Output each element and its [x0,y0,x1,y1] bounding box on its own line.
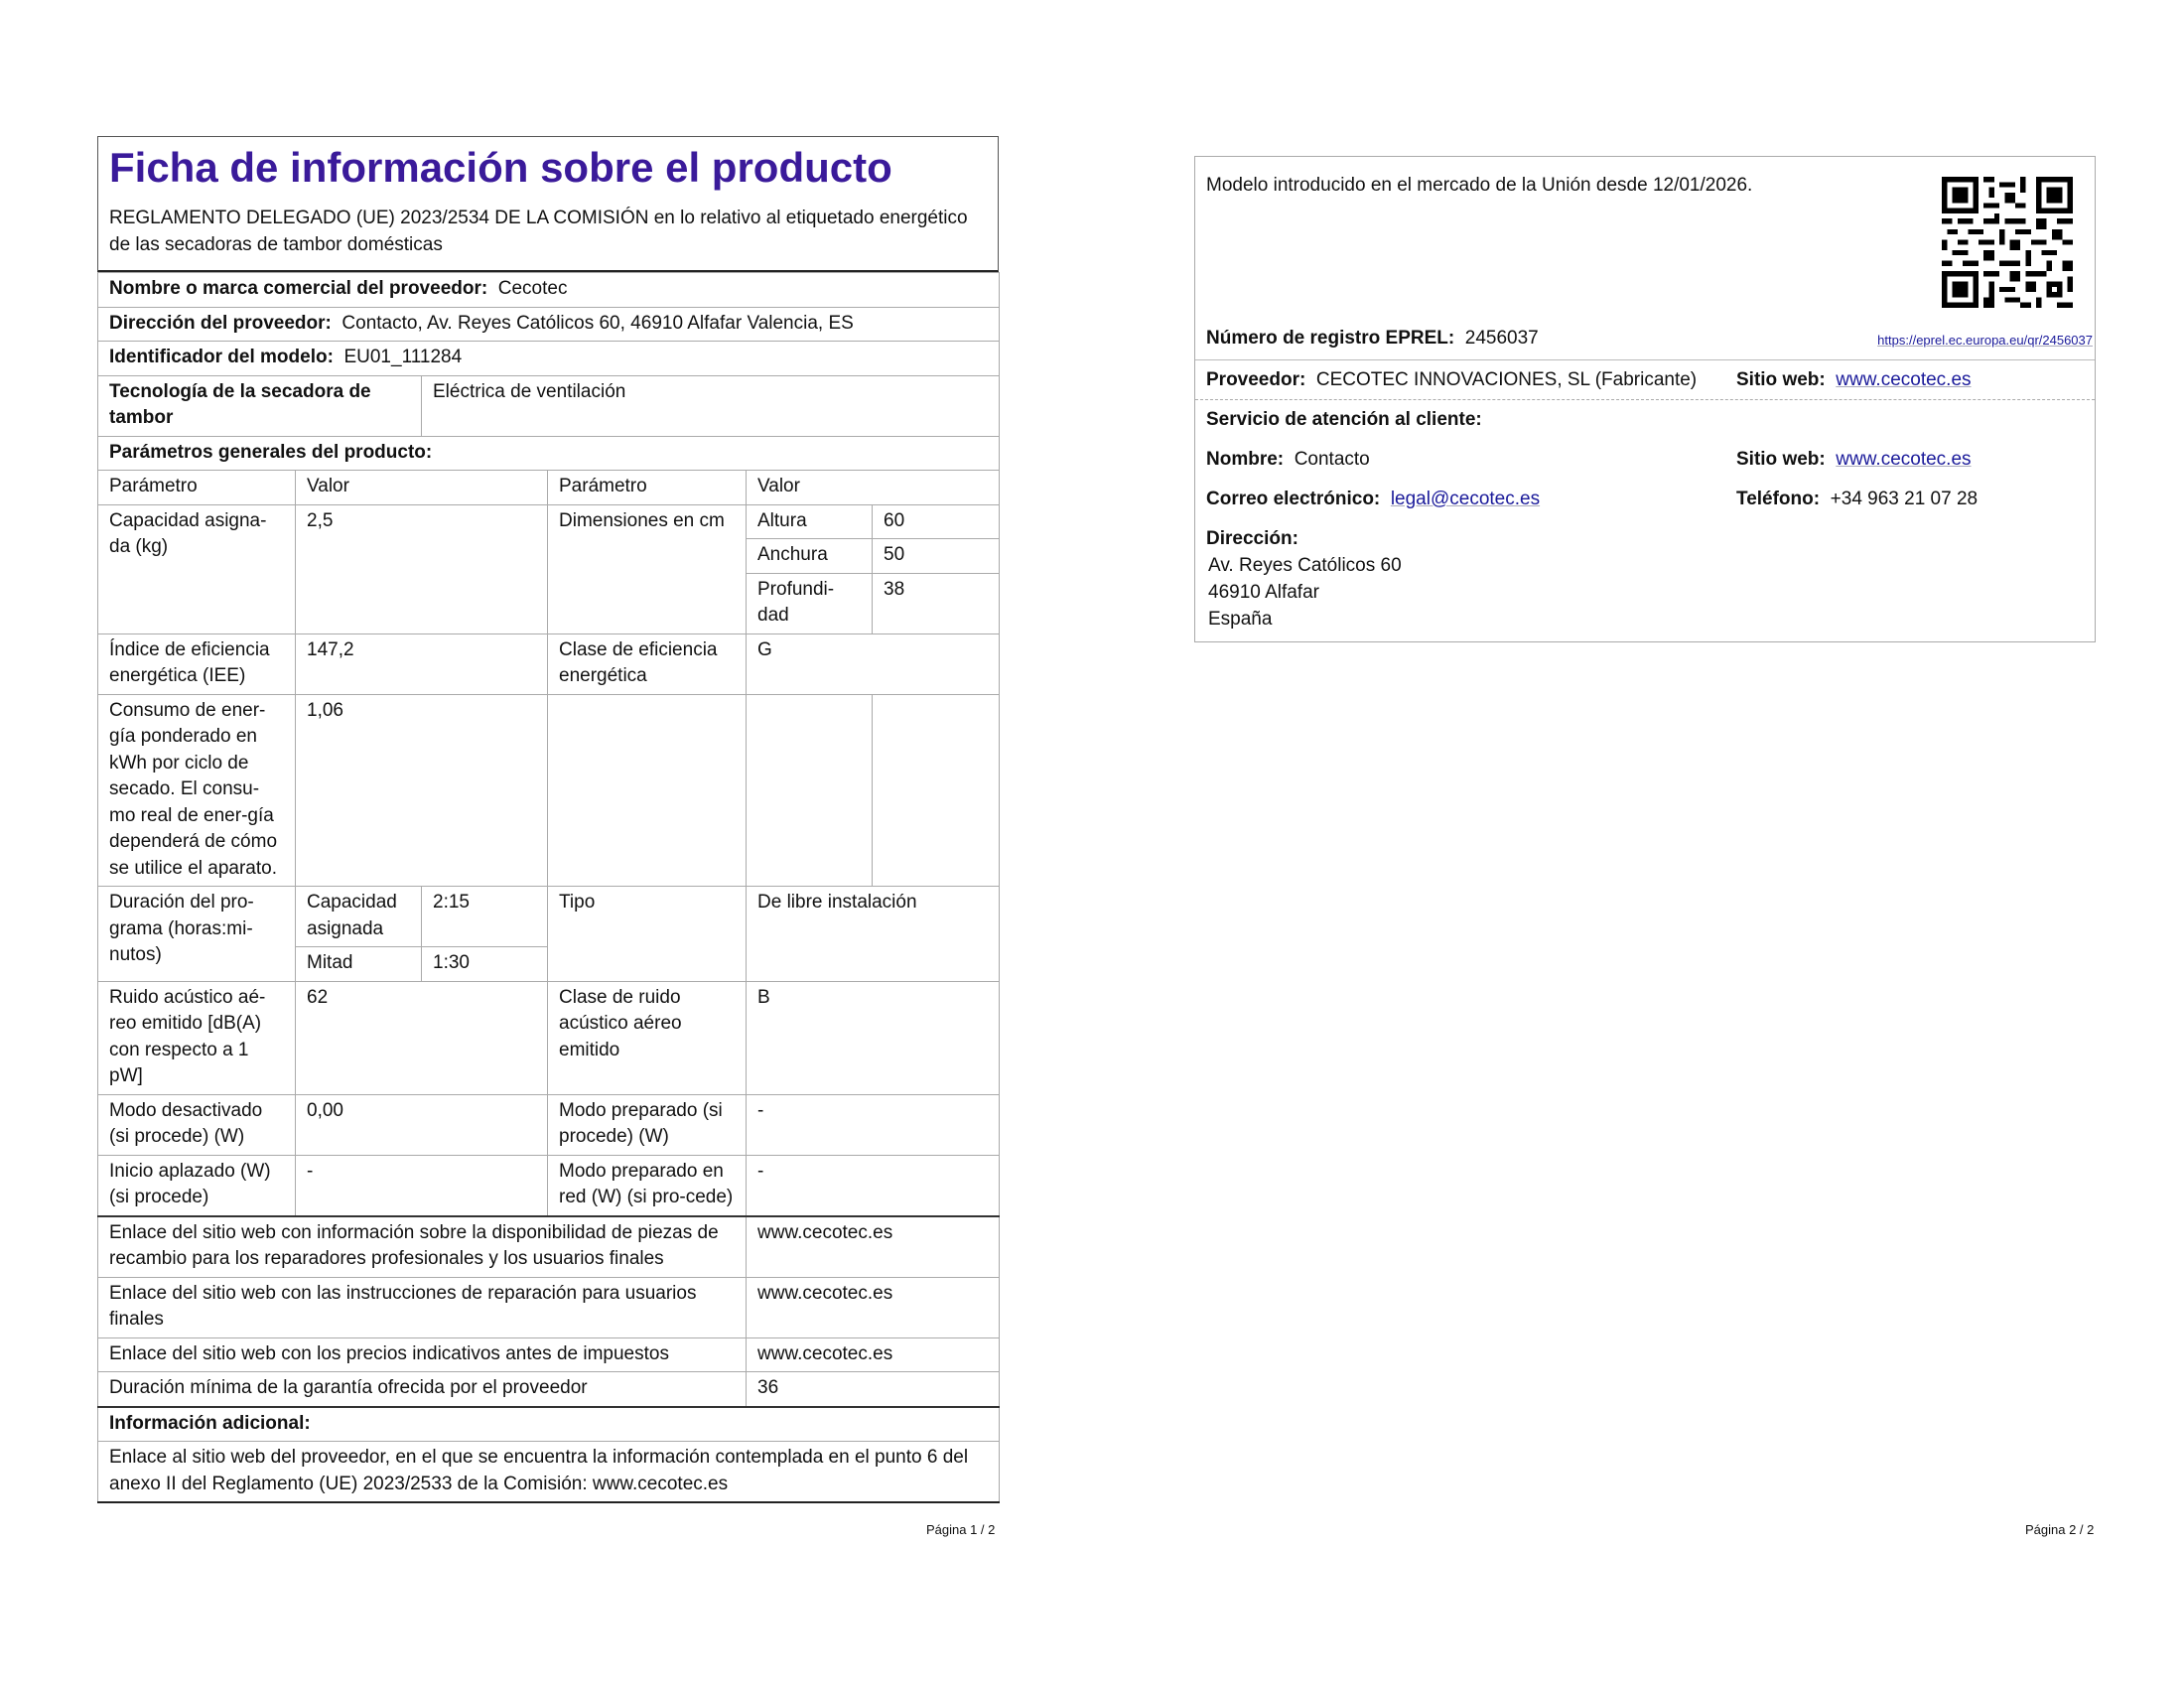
width-value: 50 [873,539,1000,574]
contact-name-row [1206,449,1370,471]
supplier-label: Proveedor: [1206,369,1306,390]
website2-row [1736,449,1972,471]
off-mode-value: 0,00 [296,1094,548,1155]
energy-consumption-label: Consumo de ener-gía ponderado en kWh por ciclo de secado. El consu-mo real de ener-gía dependerá de cómo se utilice el aparato. [98,694,296,887]
page-number: Página 2 / 2 [2025,1522,2095,1537]
depth-label: Profundi-dad [747,573,873,633]
col-header-value-2: Valor [747,471,1000,505]
empty-cell [747,694,873,887]
divider [1195,359,2095,360]
off-mode-label: Modo desactivado (si procede) (W) [98,1094,296,1155]
empty-cell [548,694,747,887]
supplier-value: CECOTEC INNOVACIONES, SL (Fabricante) [1315,369,1698,390]
noise-class-label: Clase de ruido acústico aéreo emitido [548,981,747,1094]
prices-label: Enlace del sitio web con los precios indicativos antes de impuestos [98,1337,747,1372]
efficiency-class-value: G [747,633,1000,694]
delay-start-value: - [296,1155,548,1216]
repair-value: www.cecotec.es [747,1277,1000,1337]
height-label: Altura [747,504,873,539]
technology-label: Tecnología de la secadora de tambor [98,375,422,436]
customer-service-label: Servicio de atención al cliente: [1206,409,1482,430]
model-id-value: EU01_111284 [343,347,463,368]
depth-value: 38 [873,573,1000,633]
product-info-sheet-page-2 [1194,156,2096,642]
supplier-name-value: Cecotec [497,278,568,300]
capacity-value: 2,5 [296,504,548,633]
warranty-value: 36 [747,1372,1000,1407]
page-title: Ficha de información sobre el producto [109,144,892,191]
product-info-table [97,272,1000,1503]
dimensions-label: Dimensiones en cm [548,504,747,633]
product-info-sheet-page-1 [97,136,999,1503]
additional-info-label: Información adicional: [98,1407,1000,1442]
eei-value: 147,2 [296,633,548,694]
phone-row [1736,489,1978,510]
col-header-param-2: Parámetro [548,471,747,505]
model-id-label: Identificador del modelo: [109,347,334,368]
supplier-name-label: Nombre o marca comercial del proveedor: [109,278,488,300]
technology-value: Eléctrica de ventilación [422,375,1000,436]
address-line-1: Av. Reyes Católicos 60 [1208,555,1402,576]
eprel-row [1206,328,1539,350]
eei-label: Índice de eficiencia energética (IEE) [98,633,296,694]
email-label: Correo electrónico: [1206,489,1381,509]
network-standby-label: Modo preparado en red (W) (si pro-cede) [548,1155,747,1216]
eprel-value: 2456037 [1464,328,1539,349]
repair-label: Enlace del sitio web con las instrucciones de reparación para usuarios finales [98,1277,747,1337]
duration-rated-label: Capacidad asignada [296,887,422,947]
supplier-address-value: Contacto, Av. Reyes Católicos 60, 46910 Alfafar Valencia, ES [341,312,854,334]
spare-parts-label: Enlace del sitio web con información sobre la disponibilidad de piezas de recambio para los reparadores profesionales y los usuarios finales [98,1216,747,1278]
delay-start-label: Inicio aplazado (W) (si procede) [98,1155,296,1216]
phone-label: Teléfono: [1736,489,1821,509]
capacity-label: Capacidad asigna-da (kg) [98,504,296,633]
network-standby-value: - [747,1155,1000,1216]
qr-code-icon[interactable] [1942,177,2073,308]
additional-info-text: Enlace al sitio web del proveedor, en el que se encuentra la información contemplada en el punto 6 del anexo II del Reglamento (UE) 2023/2533 de la Comisión: www.cecotec.es [98,1442,1000,1503]
name-label: Nombre: [1206,449,1285,470]
noise-class-value: B [747,981,1000,1094]
email-link[interactable]: legal@cecotec.es [1390,489,1541,509]
address-line-2: 46910 Alfafar [1208,582,1319,603]
type-label: Tipo [548,887,747,982]
website2-label: Sitio web: [1736,449,1826,470]
noise-label: Ruido acústico aé-reo emitido [dB(A) con respecto a 1 pW] [98,981,296,1094]
eprel-label: Número de registro EPREL: [1206,328,1455,349]
page-number: Página 1 / 2 [926,1522,996,1537]
supplier-address-row [98,307,1000,342]
name-value: Contacto [1294,449,1370,470]
supplier-row [1206,369,1697,391]
address-label: Dirección: [1206,528,1298,549]
warranty-label: Duración mínima de la garantía ofrecida por el proveedor [98,1372,747,1407]
sheet-header [97,136,999,272]
energy-consumption-value: 1,06 [296,694,548,887]
spare-parts-value: www.cecotec.es [747,1216,1000,1278]
col-header-param: Parámetro [98,471,296,505]
efficiency-class-label: Clase de eficiencia energética [548,633,747,694]
phone-value: +34 963 21 07 28 [1830,489,1979,509]
address-line-3: España [1208,609,1273,630]
supplier-name-row [98,273,1000,308]
width-label: Anchura [747,539,873,574]
duration-half-label: Mitad [296,947,422,982]
market-date-text: Modelo introducido en el mercado de la Unión desde 12/01/2026. [1206,175,1753,196]
eprel-qr-link[interactable]: https://eprel.ec.europa.eu/qr/2456037 [1877,333,2093,348]
noise-value: 62 [296,981,548,1094]
standby-value: - [747,1094,1000,1155]
regulation-subtitle: REGLAMENTO DELEGADO (UE) 2023/2534 DE LA COMISIÓN en lo relativo al etiquetado energético de las secadoras de tambor domésticas [109,208,968,256]
duration-label: Duración del pro-grama (horas:mi-nutos) [98,887,296,982]
height-value: 60 [873,504,1000,539]
email-row [1206,489,1540,510]
standby-label: Modo preparado (si procede) (W) [548,1094,747,1155]
supplier-address-label: Dirección del proveedor: [109,312,332,334]
duration-rated-value: 2:15 [422,887,548,947]
empty-cell [873,694,1000,887]
col-header-value: Valor [296,471,548,505]
prices-value: www.cecotec.es [747,1337,1000,1372]
type-value: De libre instalación [747,887,1000,982]
website-link[interactable]: www.cecotec.es [1836,369,1972,390]
duration-half-value: 1:30 [422,947,548,982]
website2-link[interactable]: www.cecotec.es [1836,449,1972,470]
divider [1195,399,2095,400]
general-params-label: Parámetros generales del producto: [98,436,1000,471]
model-id-row [98,342,1000,376]
website-label: Sitio web: [1736,369,1826,390]
website-row [1736,369,1972,391]
